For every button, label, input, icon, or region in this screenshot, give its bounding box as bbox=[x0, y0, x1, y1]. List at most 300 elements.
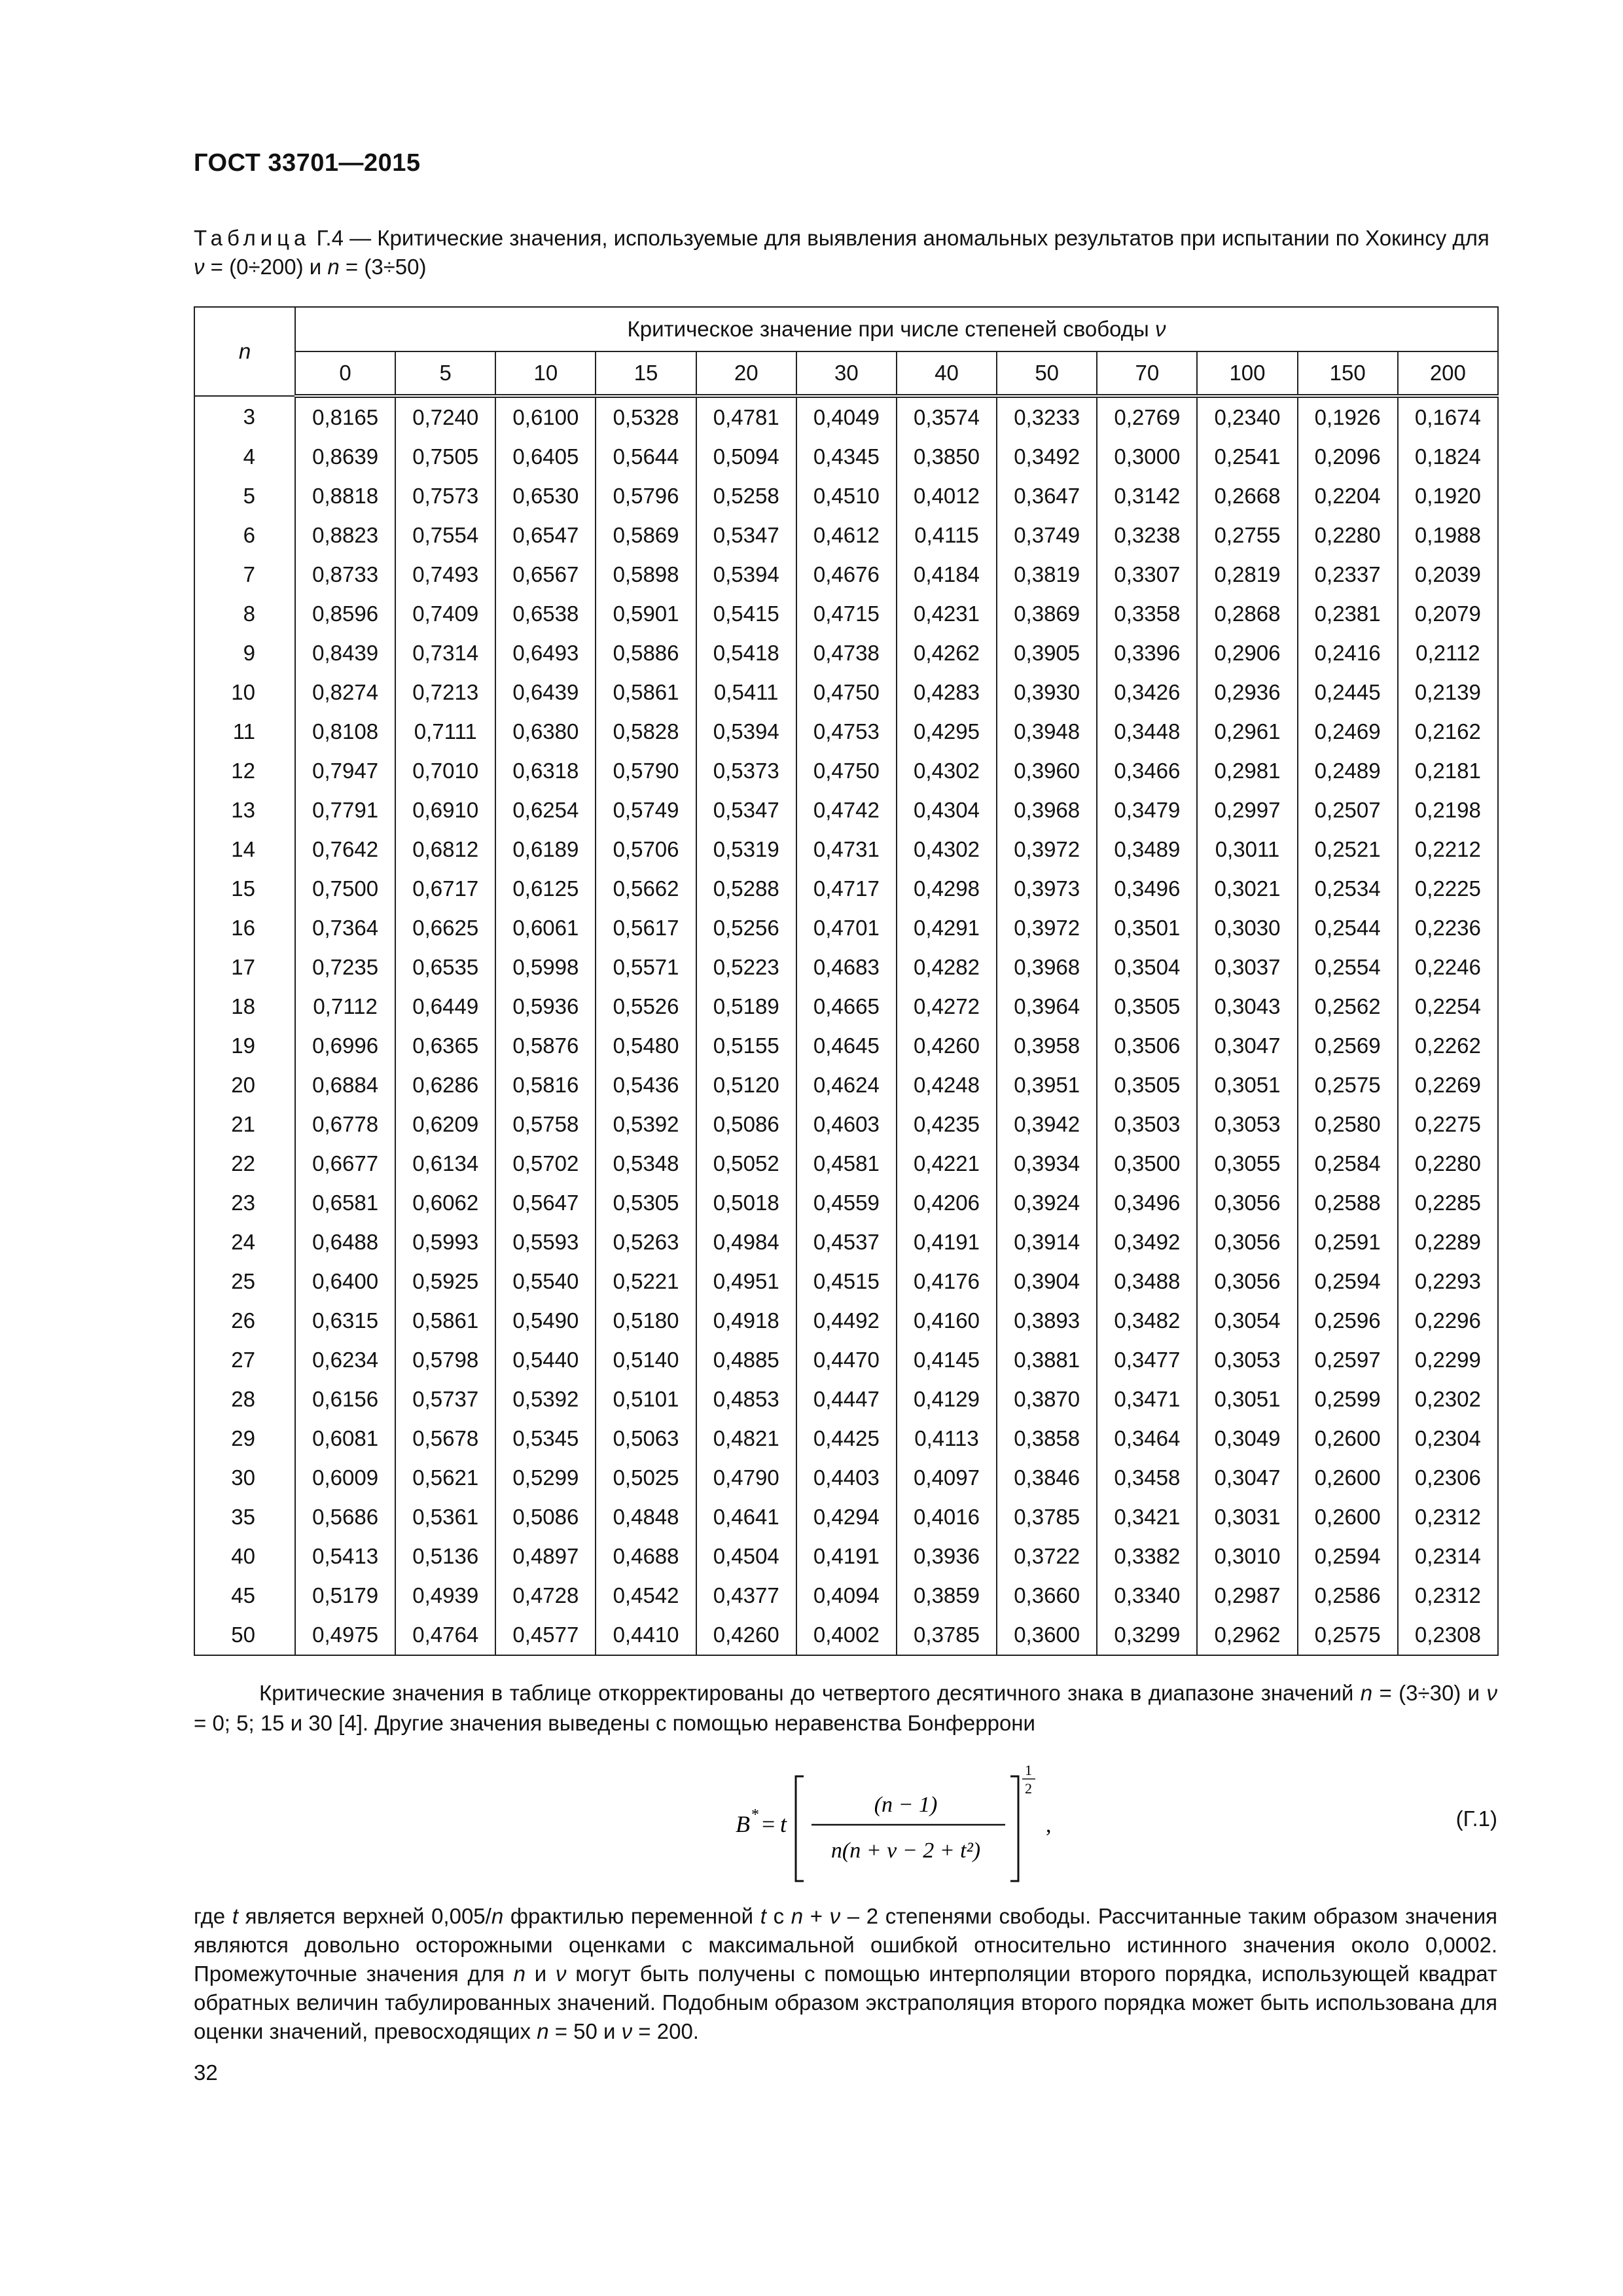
value-cell: 0,4272 bbox=[897, 987, 997, 1026]
value-cell: 0,2580 bbox=[1298, 1105, 1398, 1144]
value-cell: 0,3043 bbox=[1197, 987, 1297, 1026]
value-cell: 0,2262 bbox=[1398, 1026, 1498, 1066]
value-cell: 0,4918 bbox=[696, 1301, 796, 1340]
value-cell: 0,5086 bbox=[696, 1105, 796, 1144]
value-cell: 0,3574 bbox=[897, 396, 997, 437]
value-cell: 0,7364 bbox=[295, 908, 395, 948]
table-row bbox=[194, 1066, 1498, 1105]
value-cell: 0,3858 bbox=[997, 1419, 1097, 1458]
value-cell: 0,3000 bbox=[1097, 437, 1197, 476]
value-cell: 0,6009 bbox=[295, 1458, 395, 1498]
value-cell: 0,4097 bbox=[897, 1458, 997, 1498]
value-cell: 0,2236 bbox=[1398, 908, 1498, 948]
value-cell: 0,3496 bbox=[1097, 1183, 1197, 1223]
value-cell: 0,6910 bbox=[395, 791, 495, 830]
where-text-10: = 200. bbox=[632, 2019, 699, 2043]
value-cell: 0,2112 bbox=[1398, 634, 1498, 673]
value-cell: 0,2936 bbox=[1197, 673, 1297, 712]
value-cell: 0,3859 bbox=[897, 1576, 997, 1615]
value-cell: 0,6125 bbox=[495, 869, 596, 908]
value-cell: 0,2769 bbox=[1097, 396, 1197, 437]
value-cell: 0,3448 bbox=[1097, 712, 1197, 751]
value-cell: 0,4683 bbox=[796, 948, 897, 987]
row-n-cell: 25 bbox=[194, 1262, 295, 1301]
row-n-cell: 23 bbox=[194, 1183, 295, 1223]
value-cell: 0,5120 bbox=[696, 1066, 796, 1105]
value-cell: 0,3496 bbox=[1097, 869, 1197, 908]
value-cell: 0,5392 bbox=[495, 1380, 596, 1419]
value-cell: 0,3819 bbox=[997, 555, 1097, 594]
value-cell: 0,2381 bbox=[1298, 594, 1398, 634]
value-cell: 0,3056 bbox=[1197, 1183, 1297, 1223]
row-n-cell: 12 bbox=[194, 751, 295, 791]
value-cell: 0,4113 bbox=[897, 1419, 997, 1458]
value-cell: 0,5136 bbox=[395, 1537, 495, 1576]
value-cell: 0,5798 bbox=[395, 1340, 495, 1380]
column-header-nu-10: 10 bbox=[495, 351, 596, 396]
value-cell: 0,2254 bbox=[1398, 987, 1498, 1026]
value-cell: 0,1824 bbox=[1398, 437, 1498, 476]
value-cell: 0,4002 bbox=[796, 1615, 897, 1655]
column-header-nu-150: 150 bbox=[1298, 351, 1398, 396]
value-cell: 0,7947 bbox=[295, 751, 395, 791]
row-n-cell: 11 bbox=[194, 712, 295, 751]
value-cell: 0,3238 bbox=[1097, 516, 1197, 555]
where-text-4: с bbox=[766, 1904, 791, 1928]
value-cell: 0,4260 bbox=[696, 1615, 796, 1655]
value-cell: 0,6100 bbox=[495, 396, 596, 437]
row-n-cell: 30 bbox=[194, 1458, 295, 1498]
value-cell: 0,4206 bbox=[897, 1183, 997, 1223]
value-cell: 0,4939 bbox=[395, 1576, 495, 1615]
value-cell: 0,2569 bbox=[1298, 1026, 1398, 1066]
value-cell: 0,2819 bbox=[1197, 555, 1297, 594]
value-cell: 0,1920 bbox=[1398, 476, 1498, 516]
value-cell: 0,2181 bbox=[1398, 751, 1498, 791]
table-row bbox=[194, 516, 1498, 555]
value-cell: 0,5901 bbox=[596, 594, 696, 634]
table-row bbox=[194, 751, 1498, 791]
where-nu-3: ν bbox=[621, 2019, 633, 2043]
value-cell: 0,5886 bbox=[596, 634, 696, 673]
value-cell: 0,5392 bbox=[596, 1105, 696, 1144]
value-cell: 0,3464 bbox=[1097, 1419, 1197, 1458]
value-cell: 0,6677 bbox=[295, 1144, 395, 1183]
value-cell: 0,5256 bbox=[696, 908, 796, 948]
value-cell: 0,2225 bbox=[1398, 869, 1498, 908]
value-cell: 0,5305 bbox=[596, 1183, 696, 1223]
value-cell: 0,6996 bbox=[295, 1026, 395, 1066]
value-cell: 0,3893 bbox=[997, 1301, 1097, 1340]
value-cell: 0,5180 bbox=[596, 1301, 696, 1340]
value-cell: 0,5223 bbox=[696, 948, 796, 987]
value-cell: 0,5345 bbox=[495, 1419, 596, 1458]
value-cell: 0,5828 bbox=[596, 712, 696, 751]
value-cell: 0,4603 bbox=[796, 1105, 897, 1144]
value-cell: 0,5861 bbox=[395, 1301, 495, 1340]
value-cell: 0,3869 bbox=[997, 594, 1097, 634]
value-cell: 0,4302 bbox=[897, 830, 997, 869]
value-cell: 0,4231 bbox=[897, 594, 997, 634]
value-cell: 0,3047 bbox=[1197, 1026, 1297, 1066]
value-cell: 0,8439 bbox=[295, 634, 395, 673]
value-cell: 0,5361 bbox=[395, 1498, 495, 1537]
formula-equals: = bbox=[762, 1811, 776, 1837]
value-cell: 0,2469 bbox=[1298, 712, 1398, 751]
value-cell: 0,2997 bbox=[1197, 791, 1297, 830]
value-cell: 0,5140 bbox=[596, 1340, 696, 1380]
table-row bbox=[194, 987, 1498, 1026]
formula-exp-num: 1 bbox=[1025, 1762, 1032, 1778]
row-n-cell: 4 bbox=[194, 437, 295, 476]
value-cell: 0,5086 bbox=[495, 1498, 596, 1537]
value-cell: 0,5480 bbox=[596, 1026, 696, 1066]
value-cell: 0,2534 bbox=[1298, 869, 1398, 908]
table-row bbox=[194, 869, 1498, 908]
value-cell: 0,4715 bbox=[796, 594, 897, 634]
value-cell: 0,5288 bbox=[696, 869, 796, 908]
value-cell: 0,3749 bbox=[997, 516, 1097, 555]
value-cell: 0,7554 bbox=[395, 516, 495, 555]
value-cell: 0,4184 bbox=[897, 555, 997, 594]
value-cell: 0,7235 bbox=[295, 948, 395, 987]
value-cell: 0,4447 bbox=[796, 1380, 897, 1419]
value-cell: 0,2337 bbox=[1298, 555, 1398, 594]
value-cell: 0,5394 bbox=[696, 712, 796, 751]
value-cell: 0,3942 bbox=[997, 1105, 1097, 1144]
table-row bbox=[194, 1026, 1498, 1066]
value-cell: 0,3492 bbox=[1097, 1223, 1197, 1262]
where-text-3: фрактилью переменной bbox=[503, 1904, 760, 1928]
value-cell: 0,3489 bbox=[1097, 830, 1197, 869]
value-cell: 0,4821 bbox=[696, 1419, 796, 1458]
value-cell: 0,2212 bbox=[1398, 830, 1498, 869]
value-cell: 0,3421 bbox=[1097, 1498, 1197, 1537]
value-cell: 0,3492 bbox=[997, 437, 1097, 476]
value-cell: 0,4016 bbox=[897, 1498, 997, 1537]
value-cell: 0,2868 bbox=[1197, 594, 1297, 634]
value-cell: 0,4897 bbox=[495, 1537, 596, 1576]
value-cell: 0,4295 bbox=[897, 712, 997, 751]
value-cell: 0,1926 bbox=[1298, 396, 1398, 437]
value-cell: 0,5413 bbox=[295, 1537, 395, 1576]
value-cell: 0,3047 bbox=[1197, 1458, 1297, 1498]
group-header bbox=[295, 307, 1498, 351]
value-cell: 0,2079 bbox=[1398, 594, 1498, 634]
value-cell: 0,4282 bbox=[897, 948, 997, 987]
value-cell: 0,3426 bbox=[1097, 673, 1197, 712]
value-cell: 0,2594 bbox=[1298, 1262, 1398, 1301]
value-cell: 0,4731 bbox=[796, 830, 897, 869]
value-cell: 0,3021 bbox=[1197, 869, 1297, 908]
column-header-nu-5: 5 bbox=[395, 351, 495, 396]
row-n-cell: 21 bbox=[194, 1105, 295, 1144]
where-n-1: n bbox=[491, 1904, 504, 1928]
value-cell: 0,5063 bbox=[596, 1419, 696, 1458]
value-cell: 0,4191 bbox=[897, 1223, 997, 1262]
column-header-nu-200: 200 bbox=[1398, 351, 1498, 396]
value-cell: 0,4248 bbox=[897, 1066, 997, 1105]
value-cell: 0,5617 bbox=[596, 908, 696, 948]
value-cell: 0,2296 bbox=[1398, 1301, 1498, 1340]
value-cell: 0,4235 bbox=[897, 1105, 997, 1144]
value-cell: 0,3905 bbox=[997, 634, 1097, 673]
value-cell: 0,4645 bbox=[796, 1026, 897, 1066]
value-cell: 0,6488 bbox=[295, 1223, 395, 1262]
row-n-cell: 13 bbox=[194, 791, 295, 830]
value-cell: 0,5179 bbox=[295, 1576, 395, 1615]
value-cell: 0,4377 bbox=[696, 1576, 796, 1615]
value-cell: 0,7409 bbox=[395, 594, 495, 634]
value-cell: 0,3846 bbox=[997, 1458, 1097, 1498]
value-cell: 0,3973 bbox=[997, 869, 1097, 908]
table-row bbox=[194, 1458, 1498, 1498]
value-cell: 0,2521 bbox=[1298, 830, 1398, 869]
value-cell: 0,5094 bbox=[696, 437, 796, 476]
caption-nu: ν bbox=[194, 255, 205, 279]
value-cell: 0,3053 bbox=[1197, 1340, 1297, 1380]
value-cell: 0,4951 bbox=[696, 1262, 796, 1301]
value-cell: 0,7112 bbox=[295, 987, 395, 1026]
value-cell: 0,3968 bbox=[997, 948, 1097, 987]
formula-left-bracket bbox=[796, 1776, 804, 1881]
row-n-cell: 19 bbox=[194, 1026, 295, 1066]
value-cell: 0,4750 bbox=[796, 673, 897, 712]
value-cell: 0,4403 bbox=[796, 1458, 897, 1498]
value-cell: 0,2541 bbox=[1197, 437, 1297, 476]
value-cell: 0,1674 bbox=[1398, 396, 1498, 437]
value-cell: 0,6134 bbox=[395, 1144, 495, 1183]
row-n-cell: 5 bbox=[194, 476, 295, 516]
value-cell: 0,5621 bbox=[395, 1458, 495, 1498]
value-cell: 0,7642 bbox=[295, 830, 395, 869]
table-row bbox=[194, 1537, 1498, 1576]
value-cell: 0,6061 bbox=[495, 908, 596, 948]
n-column-header: n bbox=[194, 307, 295, 396]
value-cell: 0,2961 bbox=[1197, 712, 1297, 751]
value-cell: 0,3340 bbox=[1097, 1576, 1197, 1615]
value-cell: 0,5348 bbox=[596, 1144, 696, 1183]
value-cell: 0,3307 bbox=[1097, 555, 1197, 594]
value-cell: 0,4717 bbox=[796, 869, 897, 908]
value-cell: 0,5936 bbox=[495, 987, 596, 1026]
value-cell: 0,2591 bbox=[1298, 1223, 1398, 1262]
value-cell: 0,2445 bbox=[1298, 673, 1398, 712]
value-cell: 0,5189 bbox=[696, 987, 796, 1026]
value-cell: 0,4221 bbox=[897, 1144, 997, 1183]
column-header-nu-70: 70 bbox=[1097, 351, 1197, 396]
value-cell: 0,3505 bbox=[1097, 1066, 1197, 1105]
value-cell: 0,3881 bbox=[997, 1340, 1097, 1380]
value-cell: 0,5347 bbox=[696, 791, 796, 830]
value-cell: 0,7213 bbox=[395, 673, 495, 712]
row-n-cell: 14 bbox=[194, 830, 295, 869]
value-cell: 0,5101 bbox=[596, 1380, 696, 1419]
where-nu-2: ν bbox=[556, 1962, 567, 1986]
value-cell: 0,2599 bbox=[1298, 1380, 1398, 1419]
row-n-cell: 50 bbox=[194, 1615, 295, 1655]
value-cell: 0,3030 bbox=[1197, 908, 1297, 948]
value-cell: 0,3972 bbox=[997, 830, 1097, 869]
value-cell: 0,5526 bbox=[596, 987, 696, 1026]
value-cell: 0,5328 bbox=[596, 396, 696, 437]
row-n-cell: 15 bbox=[194, 869, 295, 908]
group-header-nu: ν bbox=[1154, 317, 1166, 341]
note-text-2: = (3÷30) и bbox=[1372, 1681, 1487, 1705]
value-cell: 0,3936 bbox=[897, 1537, 997, 1576]
value-cell: 0,4781 bbox=[696, 396, 796, 437]
value-cell: 0,4790 bbox=[696, 1458, 796, 1498]
column-header-row bbox=[194, 351, 1498, 396]
value-cell: 0,5394 bbox=[696, 555, 796, 594]
row-n-cell: 26 bbox=[194, 1301, 295, 1340]
value-cell: 0,6530 bbox=[495, 476, 596, 516]
formula-number: (Г.1) bbox=[1455, 1806, 1497, 1831]
value-cell: 0,4492 bbox=[796, 1301, 897, 1340]
row-n-cell: 45 bbox=[194, 1576, 295, 1615]
value-cell: 0,4145 bbox=[897, 1340, 997, 1380]
value-cell: 0,4764 bbox=[395, 1615, 495, 1655]
value-cell: 0,3011 bbox=[1197, 830, 1297, 869]
value-cell: 0,6493 bbox=[495, 634, 596, 673]
note-nu: ν bbox=[1486, 1681, 1498, 1705]
value-cell: 0,6286 bbox=[395, 1066, 495, 1105]
value-cell: 0,2246 bbox=[1398, 948, 1498, 987]
row-n-cell: 29 bbox=[194, 1419, 295, 1458]
caption-label: Таблица bbox=[194, 226, 311, 250]
value-cell: 0,3503 bbox=[1097, 1105, 1197, 1144]
value-cell: 0,6625 bbox=[395, 908, 495, 948]
value-cell: 0,5647 bbox=[495, 1183, 596, 1223]
where-t-2: t bbox=[760, 1904, 766, 1928]
value-cell: 0,2312 bbox=[1398, 1576, 1498, 1615]
column-header-nu-50: 50 bbox=[997, 351, 1097, 396]
table-row bbox=[194, 1615, 1498, 1655]
value-cell: 0,4581 bbox=[796, 1144, 897, 1183]
value-cell: 0,4094 bbox=[796, 1576, 897, 1615]
value-cell: 0,6318 bbox=[495, 751, 596, 791]
value-cell: 0,3904 bbox=[997, 1262, 1097, 1301]
value-cell: 0,3037 bbox=[1197, 948, 1297, 987]
value-cell: 0,5678 bbox=[395, 1419, 495, 1458]
value-cell: 0,2584 bbox=[1298, 1144, 1398, 1183]
value-cell: 0,8108 bbox=[295, 712, 395, 751]
value-cell: 0,6547 bbox=[495, 516, 596, 555]
value-cell: 0,4012 bbox=[897, 476, 997, 516]
value-cell: 0,4298 bbox=[897, 869, 997, 908]
value-cell: 0,3660 bbox=[997, 1576, 1097, 1615]
table-row bbox=[194, 1340, 1498, 1380]
table-row bbox=[194, 1301, 1498, 1340]
formula-numerator: (n − 1) bbox=[874, 1793, 938, 1817]
value-cell: 0,3600 bbox=[997, 1615, 1097, 1655]
note-text-1: Критические значения в таблице откорректированы до четвертого десятичного знака в диапазоне значений bbox=[259, 1681, 1361, 1705]
table-row bbox=[194, 1262, 1498, 1301]
value-cell: 0,2198 bbox=[1398, 791, 1498, 830]
value-cell: 0,5025 bbox=[596, 1458, 696, 1498]
column-header-nu-15: 15 bbox=[596, 351, 696, 396]
value-cell: 0,6581 bbox=[295, 1183, 395, 1223]
value-cell: 0,7573 bbox=[395, 476, 495, 516]
value-cell: 0,2280 bbox=[1398, 1144, 1498, 1183]
value-cell: 0,4641 bbox=[696, 1498, 796, 1537]
value-cell: 0,3958 bbox=[997, 1026, 1097, 1066]
where-n-4: n bbox=[537, 2019, 549, 2043]
value-cell: 0,3914 bbox=[997, 1223, 1097, 1262]
value-cell: 0,4345 bbox=[796, 437, 897, 476]
value-cell: 0,5052 bbox=[696, 1144, 796, 1183]
table-row bbox=[194, 948, 1498, 987]
value-cell: 0,2981 bbox=[1197, 751, 1297, 791]
row-n-cell: 40 bbox=[194, 1537, 295, 1576]
value-cell: 0,3049 bbox=[1197, 1419, 1297, 1458]
value-cell: 0,2600 bbox=[1298, 1419, 1398, 1458]
value-cell: 0,3850 bbox=[897, 437, 997, 476]
value-cell: 0,4975 bbox=[295, 1615, 395, 1655]
value-cell: 0,2586 bbox=[1298, 1576, 1398, 1615]
value-cell: 0,3972 bbox=[997, 908, 1097, 948]
value-cell: 0,3056 bbox=[1197, 1223, 1297, 1262]
value-cell: 0,2575 bbox=[1298, 1066, 1398, 1105]
row-n-cell: 18 bbox=[194, 987, 295, 1026]
value-cell: 0,5758 bbox=[495, 1105, 596, 1144]
value-cell: 0,3968 bbox=[997, 791, 1097, 830]
value-cell: 0,4738 bbox=[796, 634, 897, 673]
table-body bbox=[194, 396, 1498, 1655]
value-cell: 0,2600 bbox=[1298, 1458, 1398, 1498]
value-cell: 0,6778 bbox=[295, 1105, 395, 1144]
value-cell: 0,5415 bbox=[696, 594, 796, 634]
value-cell: 0,2340 bbox=[1197, 396, 1297, 437]
value-cell: 0,5925 bbox=[395, 1262, 495, 1301]
formula-explanation bbox=[194, 1902, 1497, 2046]
column-header-nu-0: 0 bbox=[295, 351, 395, 396]
value-cell: 0,2507 bbox=[1298, 791, 1398, 830]
value-cell: 0,7240 bbox=[395, 396, 495, 437]
value-cell: 0,4191 bbox=[796, 1537, 897, 1576]
table-row bbox=[194, 1419, 1498, 1458]
table-row bbox=[194, 634, 1498, 673]
table-row bbox=[194, 673, 1498, 712]
value-cell: 0,8639 bbox=[295, 437, 395, 476]
value-cell: 0,4537 bbox=[796, 1223, 897, 1262]
row-n-cell: 24 bbox=[194, 1223, 295, 1262]
note-text-3: = 0; 5; 15 и 30 [4]. Другие значения выведены с помощью неравенства Бонферрони bbox=[194, 1711, 1035, 1735]
value-cell: 0,6400 bbox=[295, 1262, 395, 1301]
value-cell: 0,3948 bbox=[997, 712, 1097, 751]
formula-lhs: B bbox=[736, 1811, 750, 1837]
value-cell: 0,3488 bbox=[1097, 1262, 1197, 1301]
value-cell: 0,4504 bbox=[696, 1537, 796, 1576]
value-cell: 0,4559 bbox=[796, 1183, 897, 1223]
value-cell: 0,5593 bbox=[495, 1223, 596, 1262]
value-cell: 0,2755 bbox=[1197, 516, 1297, 555]
value-cell: 0,2039 bbox=[1398, 555, 1498, 594]
value-cell: 0,5299 bbox=[495, 1458, 596, 1498]
value-cell: 0,2594 bbox=[1298, 1537, 1398, 1576]
table-row bbox=[194, 1380, 1498, 1419]
value-cell: 0,5737 bbox=[395, 1380, 495, 1419]
row-n-cell: 6 bbox=[194, 516, 295, 555]
value-cell: 0,3505 bbox=[1097, 987, 1197, 1026]
value-cell: 0,2306 bbox=[1398, 1458, 1498, 1498]
value-cell: 0,5876 bbox=[495, 1026, 596, 1066]
row-n-cell: 28 bbox=[194, 1380, 295, 1419]
value-cell: 0,3477 bbox=[1097, 1340, 1197, 1380]
value-cell: 0,3142 bbox=[1097, 476, 1197, 516]
value-cell: 0,6365 bbox=[395, 1026, 495, 1066]
column-header-nu-40: 40 bbox=[897, 351, 997, 396]
